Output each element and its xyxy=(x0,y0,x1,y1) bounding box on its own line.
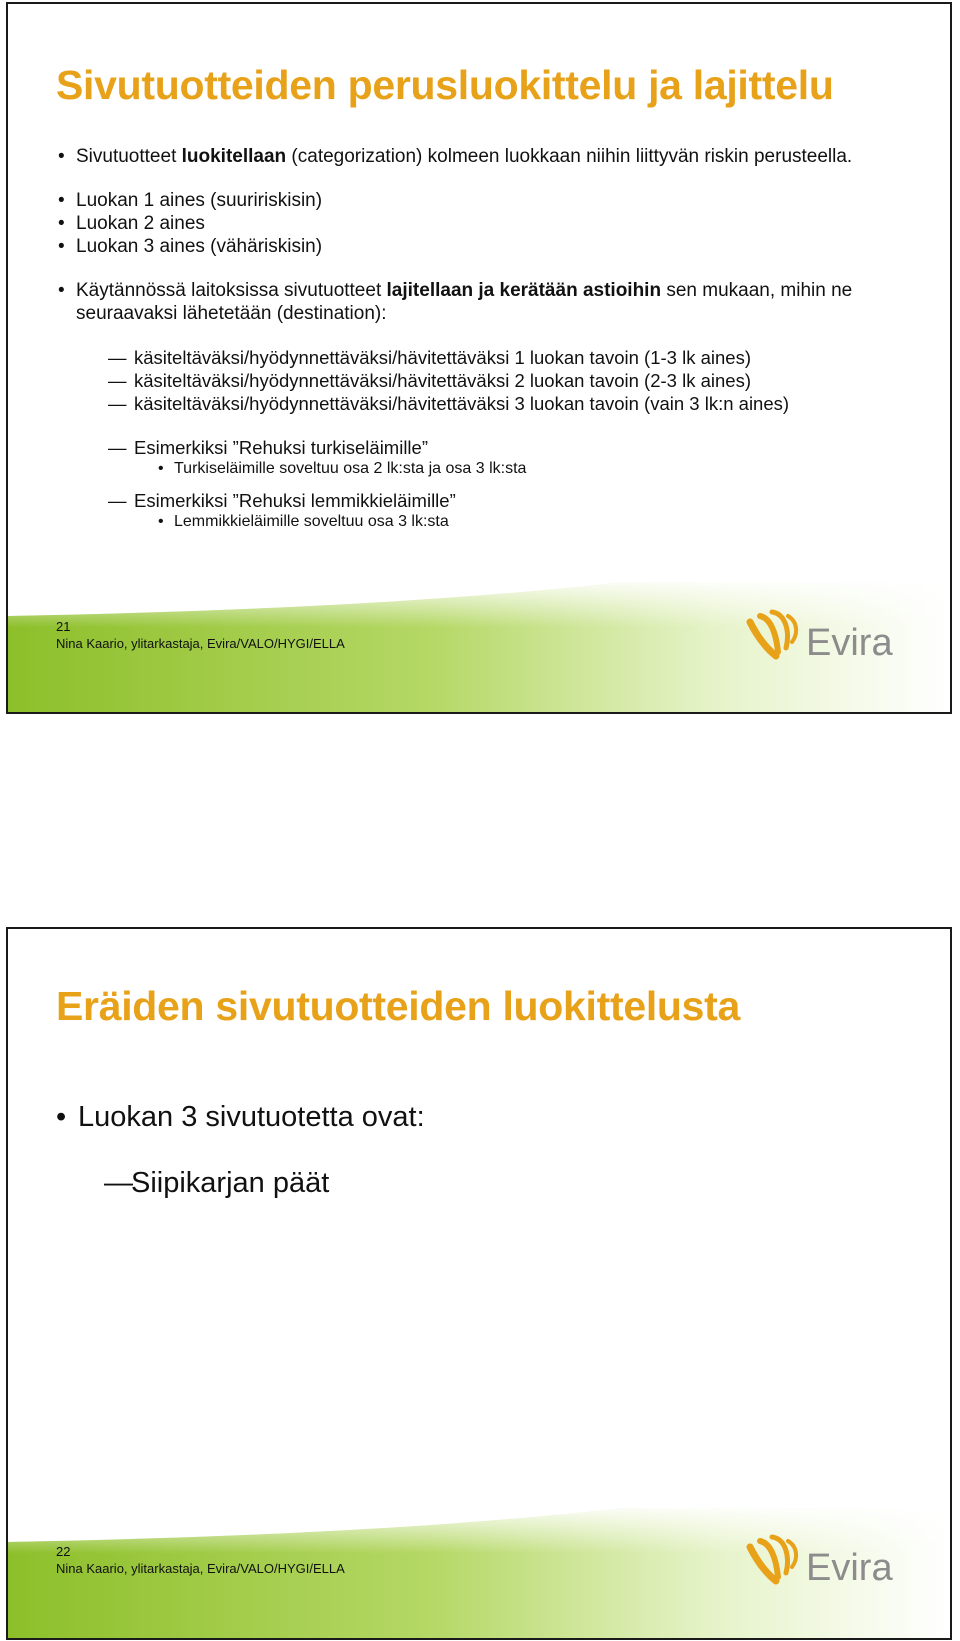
example-pets: — Esimerkiksi ”Rehuksi lemmikkieläimille” xyxy=(56,489,920,512)
slide-title: Sivutuotteiden perusluokittelu ja lajittelu xyxy=(56,62,834,108)
class-item: • Luokan 1 aines (suuririskisin) xyxy=(56,189,920,212)
example-fur-animals: — Esimerkiksi ”Rehuksi turkiseläimille” xyxy=(56,436,920,459)
class-item: • Luokan 2 aines xyxy=(56,212,920,235)
bullet-sorting: • Käytännössä laitoksissa sivutuotteet lajitellaan ja kerätään astioihin sen mukaan, mihin ne seuraavaksi lähetetään (destination): xyxy=(56,279,920,325)
destination-item: — käsiteltäväksi/hyödynnettäväksi/hävitettäväksi 3 luokan tavoin (vain 3 lk:n aines) xyxy=(56,392,920,415)
class-item: • Luokan 3 aines (vähäriskisin) xyxy=(56,235,920,258)
author-line: Nina Kaario, ylitarkastaja, Evira/VALO/HYGI/ELLA xyxy=(56,1561,345,1576)
slide-title: Eräiden sivutuotteiden luokittelusta xyxy=(56,983,741,1029)
slide-body xyxy=(56,145,920,532)
slide-21 xyxy=(6,2,952,714)
example-pets-note: • Lemmikkieläimille soveltuu osa 3 lk:sta xyxy=(56,512,920,532)
page-number: 22 xyxy=(56,1544,71,1559)
sub-poultry-heads: — Siipikarjan päät xyxy=(56,1165,920,1201)
bullet-categorization: • Sivutuotteet luokitellaan (categorization) kolmeen luokkaan niihin liittyvän riskin perusteella. xyxy=(56,145,920,168)
author-line: Nina Kaario, ylitarkastaja, Evira/VALO/HYGI/ELLA xyxy=(56,636,345,651)
slide-footer xyxy=(56,618,345,652)
example-fur-animals-note: • Turkiseläimille soveltuu osa 2 lk:sta ja osa 3 lk:sta xyxy=(56,459,920,479)
destination-item: — käsiteltäväksi/hyödynnettäväksi/hävitettäväksi 1 luokan tavoin (1-3 lk aines) xyxy=(56,346,920,369)
destination-item: — käsiteltäväksi/hyödynnettäväksi/hävitettäväksi 2 luokan tavoin (2-3 lk aines) xyxy=(56,369,920,392)
slide-22 xyxy=(6,927,952,1640)
evira-logo xyxy=(746,1533,906,1593)
page-number: 21 xyxy=(56,619,71,634)
evira-logo xyxy=(746,608,906,668)
slide-footer xyxy=(56,1543,345,1577)
slide-body xyxy=(56,1099,920,1201)
bullet-class3: • Luokan 3 sivutuotetta ovat: xyxy=(56,1099,920,1135)
logo-text: Evira xyxy=(806,622,893,664)
logo-text: Evira xyxy=(806,1547,893,1589)
